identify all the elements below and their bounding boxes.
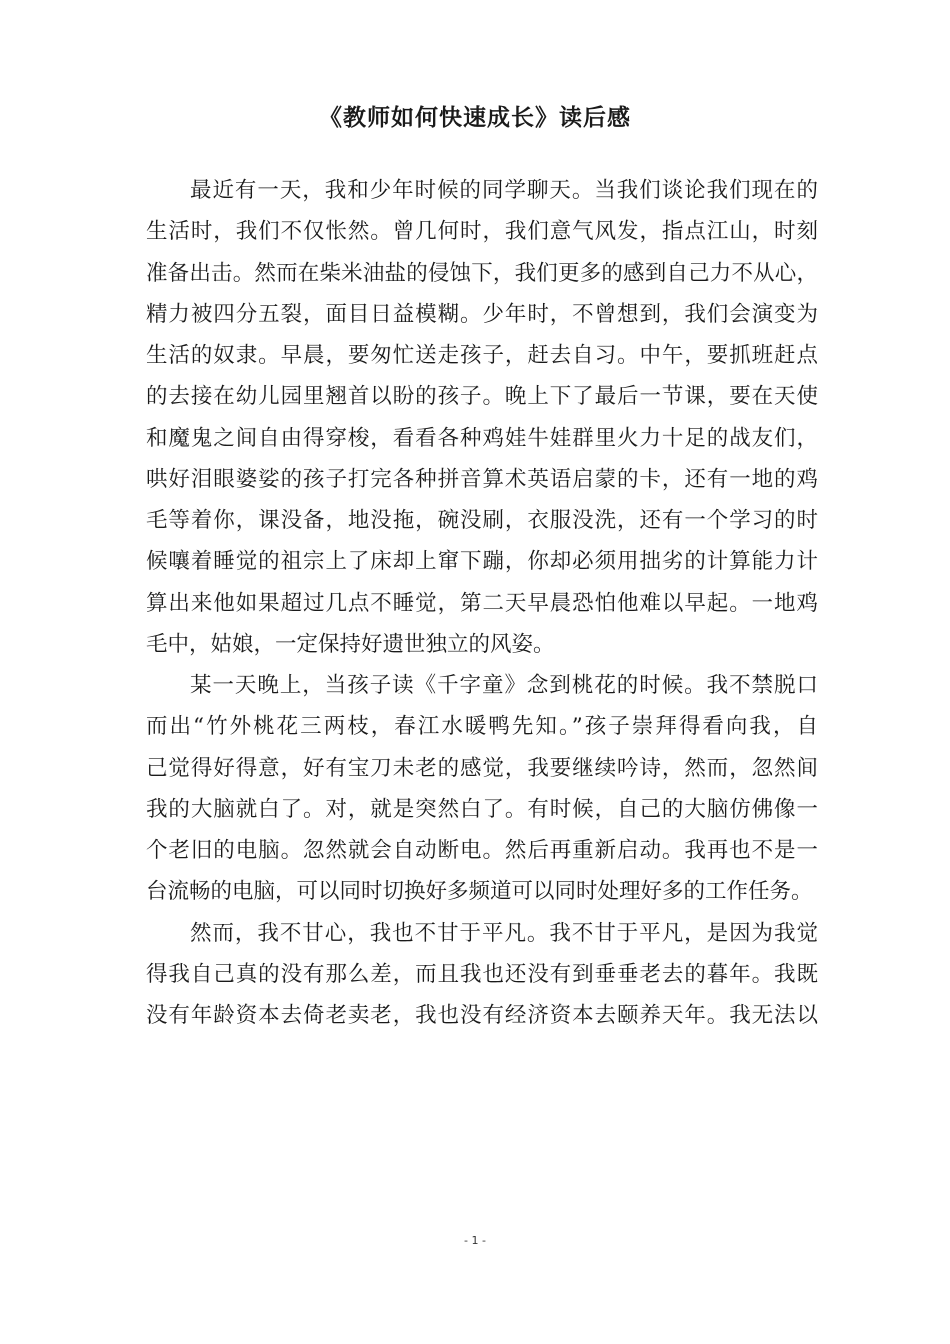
- paragraph-3-line: 没有年龄资本去倚老卖老，我也没有经济资本去颐养天年。我无法以: [146, 1003, 818, 1028]
- paragraph-1-line: 生活的奴隶。早晨，要匆忙送走孩子，赶去自习。中午，要抓班赶点: [146, 343, 818, 368]
- paragraph-2-line: 我的大脑就白了。对，就是突然白了。有时候，自己的大脑仿佛像一: [146, 796, 818, 822]
- paragraph-2-line: 个老旧的电脑。忽然就会自动断电。然后再重新启动。我再也不是一: [146, 838, 818, 863]
- page-number: - 1 -: [464, 1234, 486, 1247]
- paragraph-1-line: 算出来他如果超过几点不睡觉，第二天早晨恐怕他难以早起。一地鸡: [146, 590, 818, 616]
- document-body: [146, 170, 818, 1036]
- paragraph-1-line: 和魔鬼之间自由得穿梭，看看各种鸡娃牛娃群里火力十足的战友们，: [146, 425, 818, 451]
- paragraph-3-line: 得我自己真的没有那么差，而且我也还没有到垂垂老去的暮年。我既: [146, 961, 818, 987]
- paragraph-3-line: 然而，我不甘心，我也不甘于平凡。我不甘于平凡，是因为我觉: [190, 920, 818, 946]
- document-title: 《教师如何快速成长》读后感: [319, 105, 631, 131]
- paragraph-1-line: 生活时，我们不仅怅然。曾几何时，我们意气风发，指点江山，时刻: [146, 219, 818, 245]
- paragraph-1-line: 候嚷着睡觉的祖宗上了床却上窜下蹦，你却必须用拙劣的计算能力计: [146, 549, 818, 575]
- paragraph-1-line: 毛等着你，课没备，地没拖，碗没刷，衣服没洗，还有一个学习的时: [146, 508, 818, 533]
- paragraph-2-line: 某一天晚上，当孩子读《千字童》念到桃花的时候。我不禁脱口: [190, 673, 818, 698]
- paragraph-1-line: 准备出击。然而在柴米油盐的侵蚀下，我们更多的感到自己力不从心，: [146, 260, 818, 286]
- paragraph-1-line: 精力被四分五裂，面目日益模糊。少年时，不曾想到，我们会演变为: [146, 301, 818, 327]
- paragraph-2-line: 台流畅的电脑，可以同时切换好多频道可以同时处理好多的工作任务。: [146, 879, 813, 905]
- paragraph-1-line: 的去接在幼儿园里翘首以盼的孩子。晚上下了最后一节课，要在天使: [146, 384, 818, 410]
- paragraph-1-line: 毛中，姑娘，一定保持好遗世独立的风姿。: [146, 631, 555, 657]
- paragraph-1-line: 最近有一天，我和少年时候的同学聊天。当我们谈论我们现在的: [190, 178, 818, 203]
- paragraph-1-line: 哄好泪眼婆娑的孩子打完各种拼音算术英语启蒙的卡，还有一地的鸡: [146, 466, 818, 492]
- paragraph-2-line: 己觉得好得意，好有宝刀未老的感觉，我要继续吟诗，然而，忽然间: [146, 755, 818, 781]
- paragraph-2-line: 而出“竹外桃花三两枝，春江水暖鸭先知。”孩子崇拜得看向我，自: [146, 714, 818, 740]
